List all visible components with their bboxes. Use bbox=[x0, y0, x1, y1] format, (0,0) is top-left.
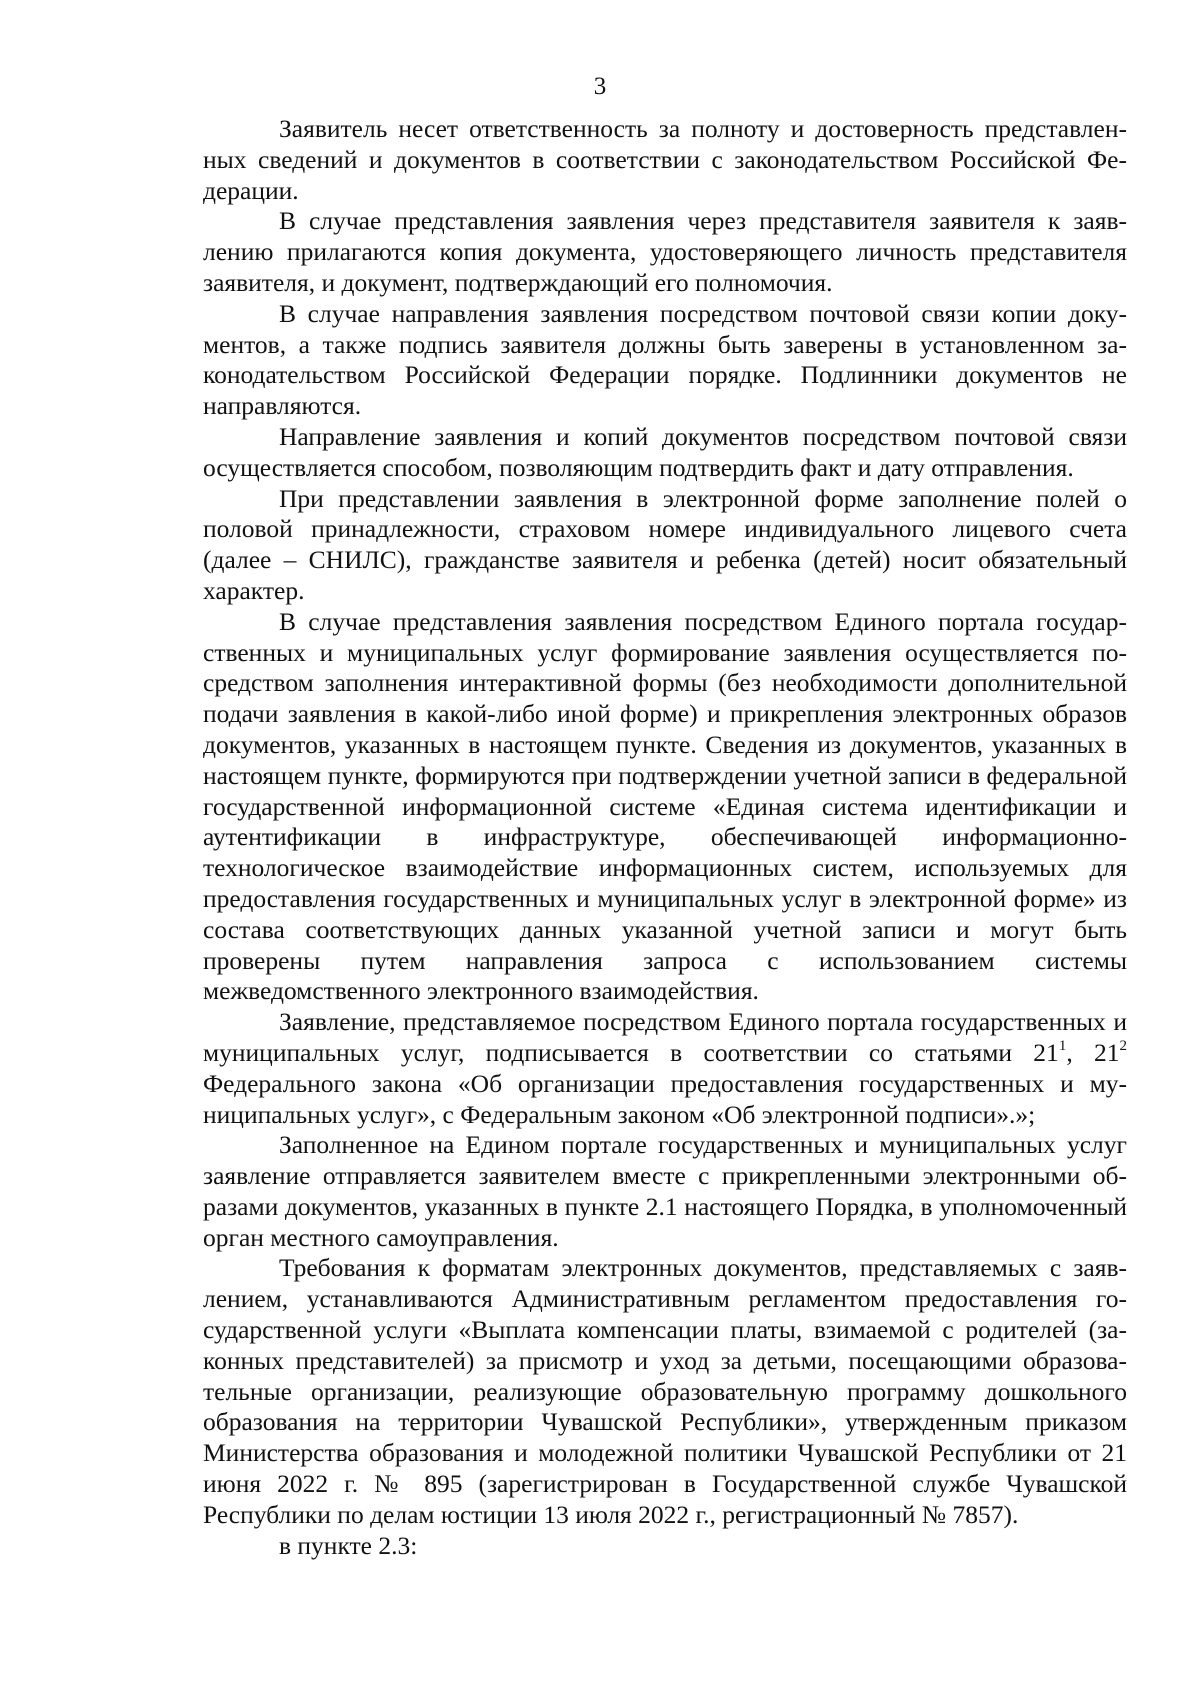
paragraph-postal-method: Направление заявления и копий документов посредством почтовой связи осуществляется способом, позволяющим подтвердить факт и дату отправления. bbox=[203, 421, 1127, 482]
paragraph-representative: В случае представления заявления через представителя заявителя к заявлению прилагаются копия документа, удостоверяющего личность представителя заявителя, и документ, подтверждающий его полномочия. bbox=[203, 206, 1127, 297]
signature-text-before: Заявление, представляемое посредством Единого портала государственных и муниципальных услуг, подписывается в соответствии со статьями 21 bbox=[203, 1007, 1127, 1067]
superscript-1: 1 bbox=[1058, 1037, 1067, 1054]
signature-text-middle: , 21 bbox=[1066, 1037, 1120, 1067]
paragraph-format-requirements: Требования к форматам электронных документов, представляемых с заявлением, устанавливаются Административным регламентом предоставления государственной услуги «Выплата компенсации платы, взимаемой с родителей (законных представителей) за присмотр и уход за детьми, посещающими образовательные организации, реализующие образовательную программу дошкольного образования на территории Чувашской Республики», утвержденным приказом Министерства образования и молодежной политики Чувашской Республики от 21 июня 2022 г. № 895 (зарегистрирован в Государственной службе Чувашской Республики по делам юстиции 13 июля 2022 г., регистрационный № 7857). bbox=[203, 1253, 1127, 1529]
paragraph-postal-copies: В случае направления заявления посредством почтовой связи копии документов, а также подпись заявителя должны быть заверены в установленном законодательством Российской Федерации порядке. Подлинники документов не направляются. bbox=[203, 298, 1127, 421]
paragraph-electronic-form: При представлении заявления в электронной форме заполнение полей о половой принадлежности, страховом номере индивидуального лицевого счета (далее – СНИЛС), гражданстве заявителя и ребенка (детей) носит обязательный характер. bbox=[203, 483, 1127, 605]
superscript-2: 2 bbox=[1119, 1037, 1127, 1054]
paragraph-unified-portal: В случае представления заявления посредством Единого портала государственных и муниципальных услуг формирование заявления осуществляется посредством заполнения интерактивной формы (без необходимости дополнительной подачи заявления в какой-либо иной форме) и прикрепления электронных образов документов, указанных в настоящем пункте. Сведения из документов, указанных в настоящем пункте, формируются при подтверждении учетной записи в федеральной государственной информационной системе «Единая система идентификации и аутентификации в инфраструктуре, обеспечивающей информационно-технологическое взаимодействие информационных систем, используемых для предоставления государственных и муниципальных услуг в электронной форме» из состава соответствующих данных указанной учетной записи и могут быть проверены путем направления запроса с использованием системы межведомственного электронного взаимодействия. bbox=[203, 606, 1127, 1006]
paragraph-item-2-3: в пункте 2.3: bbox=[279, 1530, 418, 1560]
document-body bbox=[203, 114, 1127, 1561]
page-number: 3 bbox=[593, 73, 607, 100]
paragraph-signature bbox=[203, 1007, 1127, 1130]
paragraph-responsibility: Заявитель несет ответственность за полноту и достоверность представленных сведений и документов в соответствии с законодательством Российской Федерации. bbox=[203, 114, 1127, 205]
paragraph-portal-submission: Заполненное на Едином портале государственных и муниципальных услуг заявление отправляется заявителем вместе с прикрепленными электронными образами документов, указанных в пункте 2.1 настоящего Порядка, в уполномоченный орган местного самоуправления. bbox=[203, 1130, 1127, 1252]
signature-text-after: Федерального закона «Об организации предоставления государственных и муниципальных услуг», с Федеральным законом «Об электронной подписи».»; bbox=[203, 1068, 1127, 1129]
